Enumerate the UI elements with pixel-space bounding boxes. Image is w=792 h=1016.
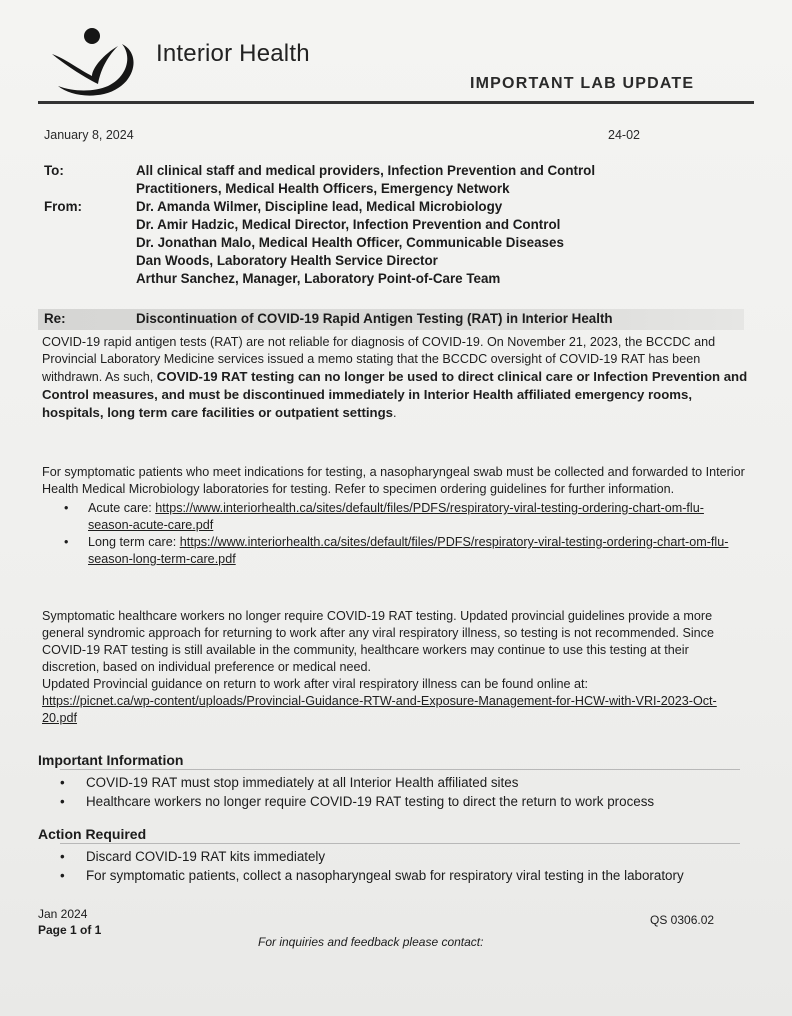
from-line: Arthur Sanchez, Manager, Laboratory Point-of-Care Team <box>136 271 501 286</box>
acute-care-link[interactable]: https://www.interiorhealth.ca/sites/default/files/PDFS/respiratory-viral-testing-ordering-chart-om-flu-season-acute-care.pdf <box>88 501 704 532</box>
contact-line: For inquiries and feedback please contact: <box>258 935 484 949</box>
testing-text: For symptomatic patients who meet indications for testing, a nasopharyngeal swab must be collected and forwarded to Interior Health Medical Microbiology laboratories for testing. Refer to specimen ordering guidelines for further information. <box>42 465 745 496</box>
bulletin-type: IMPORTANT LAB UPDATE <box>470 75 695 92</box>
action-required-section <box>38 826 744 885</box>
from-label: From: <box>44 199 82 214</box>
section-heading: Action Required <box>38 826 147 842</box>
re-label: Re: <box>44 311 66 326</box>
issue-date: January 8, 2024 <box>44 128 134 142</box>
org-name: Interior Health <box>156 40 310 67</box>
to-line: All clinical staff and medical providers, Infection Prevention and Control <box>136 163 596 178</box>
list-item: • For symptomatic patients, collect a nasopharyngeal swab for respiratory viral testing in the laboratory <box>60 868 684 883</box>
intro-end: . <box>393 406 397 420</box>
bullet-icon: • <box>64 501 69 515</box>
list-item: • COVID-19 RAT must stop immediately at all Interior Health affiliated sites <box>60 775 519 790</box>
document-code: QS 0306.02 <box>650 913 715 927</box>
section-heading: Important Information <box>38 752 184 768</box>
hcw-text: Symptomatic healthcare workers no longer require COVID-19 RAT testing. Updated provincial guidelines provide a more general syndromic approach for returning to work after any viral respiratory illness, so testing is not recommended. Since COVID-19 RAT testing is still available in the community, healthcare workers may continue to use this testing at their discretion, based on individual preference or medical need. <box>42 609 714 674</box>
from-line: Dr. Jonathan Malo, Medical Health Officer, Communicable Diseases <box>136 235 564 250</box>
intro-emphasis: COVID-19 RAT testing can no longer be used to direct clinical care or Infection Prevention and Control measures, and must be discontinued immediately in Interior Health affiliated emergency rooms, hospitals, long term care facilities or outpatient settings <box>42 369 748 420</box>
ordering-guidelines-list <box>42 500 748 568</box>
footer-date: Jan 2024 <box>38 907 88 921</box>
to-line: Practitioners, Medical Health Officers, Emergency Network <box>136 181 510 196</box>
from-line: Dan Woods, Laboratory Health Service Director <box>136 253 438 268</box>
subject-line: Discontinuation of COVID-19 Rapid Antigen Testing (RAT) in Interior Health <box>136 311 613 326</box>
list-item <box>64 500 748 534</box>
routing-block <box>44 162 754 288</box>
to-row <box>44 162 754 198</box>
bullet-icon: • <box>64 535 69 549</box>
list-item <box>64 534 748 568</box>
interior-health-logo-icon <box>46 24 138 104</box>
bullet-icon: • <box>60 775 65 790</box>
guidance-text: Updated Provincial guidance on return to work after viral respiratory illness can be found online at: <box>42 677 589 691</box>
link-label: Long term care: <box>88 535 180 549</box>
bullet-icon: • <box>60 849 65 864</box>
long-term-care-link[interactable]: https://www.interiorhealth.ca/sites/default/files/PDFS/respiratory-viral-testing-ordering-chart-om-flu-season-long-term-care.pdf <box>88 535 729 566</box>
intro-paragraph <box>42 334 748 422</box>
bullet-icon: • <box>60 868 65 883</box>
to-label: To: <box>44 163 64 178</box>
bulletin-number: 24-02 <box>608 128 640 142</box>
intro-text: COVID-19 rapid antigen tests (RAT) are not reliable for diagnosis of COVID-19. On November 21, 2023, the BCCDC and Provincial Laboratory Medicine services issued a memo stating that the BCCDC oversight of COVID-19 RAT has been withdrawn. As such, <box>42 335 716 384</box>
from-row <box>44 198 754 288</box>
from-line: Dr. Amanda Wilmer, Discipline lead, Medical Microbiology <box>136 199 503 214</box>
document-header <box>38 18 758 108</box>
section-divider <box>60 769 740 770</box>
link-label: Acute care: <box>88 501 156 515</box>
section-divider <box>60 843 740 844</box>
testing-paragraph <box>42 464 748 568</box>
page-number: Page 1 of 1 <box>38 923 102 937</box>
footer-left <box>38 906 101 938</box>
from-line: Dr. Amir Hadzic, Medical Director, Infection Prevention and Control <box>136 217 561 232</box>
provincial-guidance-link[interactable]: https://picnet.ca/wp-content/uploads/Provincial-Guidance-RTW-and-Exposure-Management-for-HCW-with-VRI-2023-Oct-20.pdf <box>42 694 717 725</box>
header-divider <box>38 101 754 104</box>
healthcare-workers-paragraph <box>42 608 748 727</box>
important-information-section <box>38 752 744 811</box>
bullet-icon: • <box>60 794 65 809</box>
list-item: • Discard COVID-19 RAT kits immediately <box>60 849 326 864</box>
list-item: • Healthcare workers no longer require COVID-19 RAT testing to direct the return to work process <box>60 794 655 809</box>
